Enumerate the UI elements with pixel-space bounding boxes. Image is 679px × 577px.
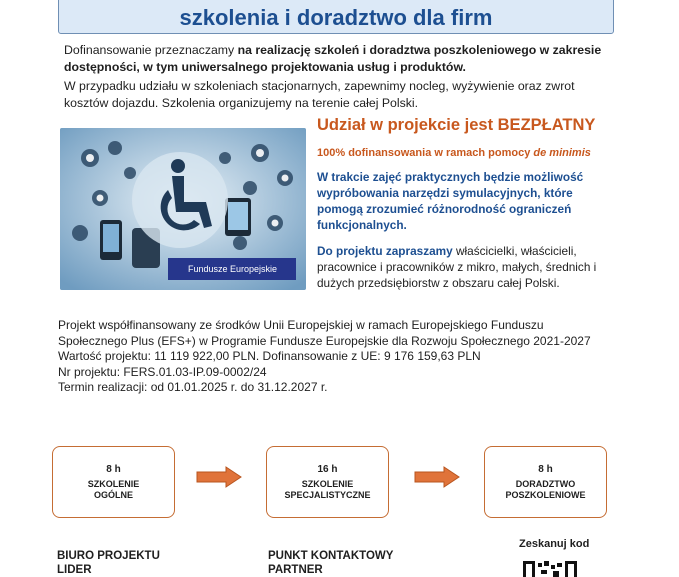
intro-text [64,42,604,114]
arrow-right-icon [414,466,460,488]
project-info-line: Projekt współfinansowany ze środków Unii Europejskiej w ramach Europejskiego Funduszu [58,318,544,332]
step-hours: 8 h [106,463,121,475]
project-info-line: Społecznego Plus (EFS+) w Programie Fundusze Europejskie dla Rozwoju Społecznego 2021-2027 [58,333,591,348]
step-name-line2: SPECJALISTYCZNE [284,489,371,500]
contact-point-label [268,549,393,577]
invite-plain: właścicielki, właścicieli, pracownice i pracowników z mikro, małych, średnich i dużych przedsiębiorstw z obszaru całej Polski. [317,244,597,290]
project-office-line1: BIURO PROJEKTU [57,550,160,562]
funding-plain: 100% dofinansowania w ramach pomocy [317,147,534,159]
arrow-right-icon [196,466,242,488]
step-post-training-consulting [484,446,607,518]
step-name [505,479,585,501]
contact-point-line1: PUNKT KONTAKTOWY [268,550,394,562]
eu-funds-logo-text: Fundusze Europejskie [188,264,278,274]
step-name-line2: OGÓLNE [93,489,133,500]
title-banner [58,0,614,34]
invite-bold: Do projektu zapraszamy [317,244,453,258]
step-hours: 16 h [317,463,338,475]
offer-section [317,116,617,291]
step-name-line1: SZKOLENIE [87,478,140,489]
intro-paragraph-1 [64,42,604,75]
step-name-line1: DORADZTWO [515,478,576,489]
scan-code-label: Zeskanuj kod [519,538,590,550]
project-office-label [57,549,160,577]
project-info-line: Termin realizacji: od 01.01.2025 r. do 31.12.2027 r. [58,380,328,394]
contact-point-line2: PARTNER [268,564,323,576]
funding-italic: de minimis [533,147,591,159]
practice-text: W trakcie zajęć praktycznych będzie możliwość wypróbowania narzędzi symulacyjnych, które pomogą zrozumieć różnorodność ograniczeń funkcjonalnych. [317,170,584,232]
step-specialist-training [266,446,389,518]
invite-text [317,243,617,291]
step-name [284,479,370,501]
intro-bold: na realizację szkoleń i doradztwa poszkoleniowego w zakresie dostępności, w tym uniwersalnego projektowania usług i produktów. [64,43,602,74]
eu-funds-logo [168,258,296,280]
funding-line [317,147,617,159]
step-general-training [52,446,175,518]
step-name [88,479,140,501]
qr-code-icon[interactable] [523,557,577,577]
step-hours: 8 h [538,463,553,475]
project-info-line: Nr projektu: FERS.01.03-IP.09-0002/24 [58,364,267,379]
intro-paragraph-2: W przypadku udziału w szkoleniach stacjonarnych, zapewnimy nocleg, wyżywienie oraz zwrot kosztów dojazdu. Szkolenia organizujemy na terenie całej Polski. [64,79,575,110]
free-participation-headline: Udział w projekcie jest BEZPŁATNY [317,116,596,134]
page-title: szkolenia i doradztwo dla firm [179,5,493,30]
accessibility-illustration [60,128,306,290]
intro-plain: Dofinansowanie przeznaczamy [64,43,238,57]
project-info [58,318,638,396]
project-info-line: Wartość projektu: 11 119 922,00 PLN. Dofinansowanie z UE: 9 176 159,63 PLN [58,349,481,363]
step-name-line2: POSZKOLENIOWE [505,489,586,500]
project-office-line2: LIDER [57,564,92,576]
step-name-line1: SZKOLENIE [301,478,354,489]
